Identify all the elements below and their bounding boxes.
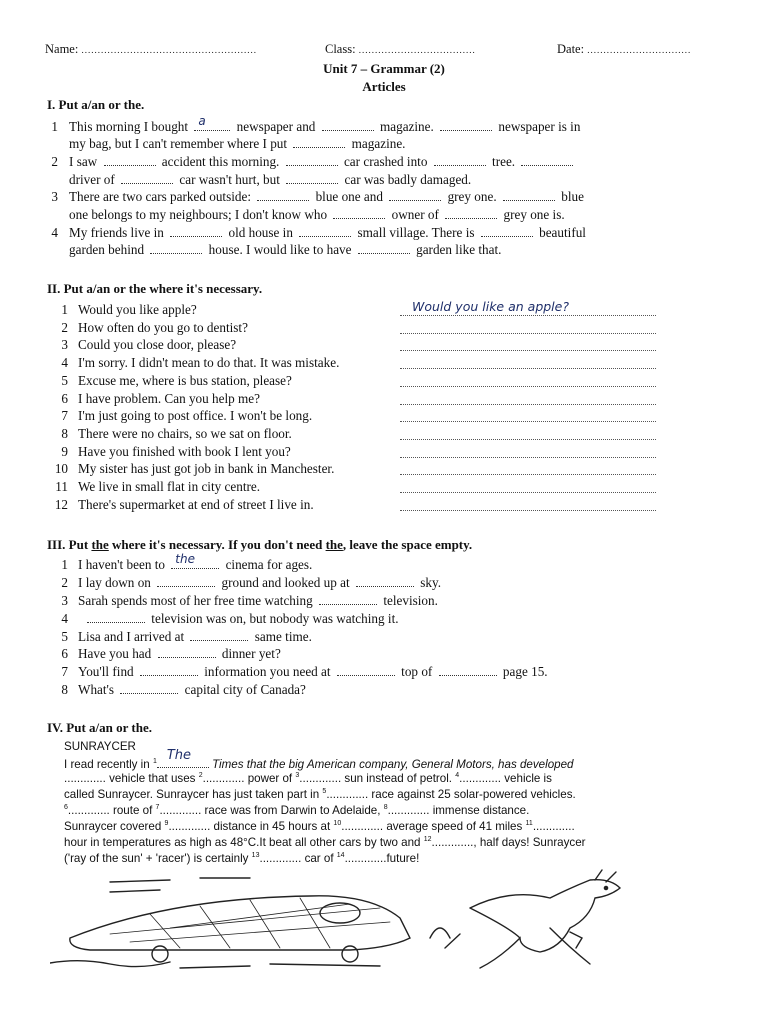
answer-line[interactable] — [400, 360, 656, 369]
section-2-sentence: There's supermarket at end of street I live in. — [78, 497, 314, 512]
section-2-sentence: I have problem. Can you help me? — [78, 391, 261, 406]
answer-blank[interactable] — [157, 576, 215, 587]
story-line: ............. vehicle that uses $^2$............. power of $^3$............. sun instead of petrol. $^4$............. vehicle is — [64, 772, 552, 785]
section-2-sentence: Would you like apple? — [78, 302, 197, 317]
item-number: 4 — [61, 355, 68, 370]
item-number: 4 — [51, 225, 58, 240]
answer-blank[interactable] — [120, 683, 178, 694]
sunraycer-illustration — [50, 868, 640, 988]
answer-blank[interactable] — [322, 120, 374, 131]
answer-blank[interactable] — [293, 137, 345, 148]
section-1-line: one belongs to my neighbours; I don't know who owner of grey one is. — [69, 207, 565, 222]
section-2-sentence: Could you close door, please? — [78, 337, 237, 352]
section-2-sentence: How often do you go to dentist? — [78, 320, 248, 335]
class-field[interactable]: Class: .................................... — [325, 42, 476, 56]
answer-blank[interactable] — [170, 226, 222, 237]
answer-blank[interactable] — [140, 665, 198, 676]
section-2-sentence: We live in small flat in city centre. — [78, 479, 261, 494]
answer-blank[interactable] — [286, 173, 338, 184]
answer-blank[interactable] — [286, 155, 338, 166]
section-1-line: My friends live in old house in small village. There is beautiful — [69, 225, 586, 240]
item-number: 8 — [61, 426, 68, 441]
section-3-line: Have you had dinner yet? — [78, 646, 281, 661]
story-line: Sunraycer covered $^9$............. distance in 45 hours at $^{10}$............. average speed of 41 miles $^{11}$............. — [64, 820, 575, 833]
wheel — [342, 946, 358, 962]
answer-blank[interactable] — [157, 748, 209, 768]
answer-line[interactable] — [400, 413, 656, 422]
speed-lines — [110, 878, 250, 892]
story-title: SUNRAYCER — [64, 740, 136, 753]
section-2-sentence: My sister has just got job in bank in Manchester. — [78, 461, 335, 476]
item-number: 7 — [61, 408, 68, 423]
item-number: 2 — [61, 575, 68, 590]
item-number: 7 — [61, 664, 68, 679]
answer-blank[interactable] — [257, 190, 309, 201]
handwritten-answer: a — [198, 114, 206, 128]
handwritten-example-answer: Would you like an apple? — [412, 299, 569, 314]
answer-line[interactable] — [400, 342, 656, 351]
motion-marks — [430, 928, 582, 948]
answer-line[interactable] — [400, 378, 656, 387]
item-number: 11 — [55, 479, 68, 494]
answer-blank[interactable] — [434, 155, 486, 166]
answer-blank[interactable] — [150, 243, 202, 254]
item-number: 10 — [54, 461, 68, 476]
item-number: 5 — [61, 373, 68, 388]
section-3-heading: III. Put the where it's necessary. If you don't need the, leave the space empty. — [47, 537, 473, 552]
answer-blank[interactable] — [389, 190, 441, 201]
section-2-sentence: I'm sorry. I didn't mean to do that. It was mistake. — [78, 355, 340, 370]
item-number: 2 — [61, 320, 68, 335]
section-3-line: Lisa and I arrived at same time. — [78, 629, 312, 644]
item-number: 9 — [61, 444, 68, 459]
item-number: 4 — [61, 611, 68, 626]
answer-blank[interactable] — [337, 665, 395, 676]
answer-blank[interactable] — [481, 226, 533, 237]
answer-blank[interactable] — [445, 208, 497, 219]
answer-line[interactable] — [400, 484, 656, 493]
story-line: $^6$............. route of $^7$............. race was from Darwin to Adelaide, $^8$............. immense distance. — [64, 804, 530, 817]
kangaroo — [470, 880, 620, 968]
item-number: 2 — [51, 154, 58, 169]
name-field[interactable]: Name: ...................................................... — [45, 42, 257, 56]
story-line: ('ray of the sun' + 'racer') is certainly $^{13}$............. car of $^{14}$.............future! — [64, 852, 420, 865]
section-3-line: Sarah spends most of her free time watching television. — [78, 593, 438, 608]
section-4-heading: IV. Put a/an or the. — [47, 720, 152, 735]
section-2-sentence: Excuse me, where is bus station, please? — [78, 373, 292, 388]
item-number: 1 — [61, 557, 68, 572]
item-number: 1 — [61, 302, 68, 317]
answer-blank[interactable] — [190, 630, 248, 641]
item-number: 3 — [61, 337, 68, 352]
section-3-line: What's capital city of Canada? — [78, 682, 306, 697]
answer-blank[interactable] — [521, 155, 573, 166]
handwritten-answer: the — [175, 552, 195, 566]
story-line: I read recently in $^1$ The Times that the big American company, General Motors, has developed — [64, 748, 574, 771]
page-title: Unit 7 – Grammar (2) — [323, 61, 445, 76]
section-1-line: driver of car wasn't hurt, but car was badly damaged. — [69, 172, 472, 187]
section-3-line: I lay down on ground and looked up at sky. — [78, 575, 442, 590]
item-number: 3 — [51, 189, 58, 204]
date-field[interactable]: Date: ................................ — [557, 42, 692, 56]
answer-blank[interactable] — [440, 120, 492, 131]
answer-blank[interactable] — [299, 226, 351, 237]
solar-panel-grid — [150, 898, 330, 948]
item-number: 3 — [61, 593, 68, 608]
solar-car-body — [70, 896, 410, 950]
section-2-heading: II. Put a/an or the where it's necessary. — [47, 281, 263, 296]
section-1-line: my bag, but I can't remember where I put magazine. — [69, 136, 406, 151]
answer-blank[interactable] — [171, 552, 219, 569]
answer-line[interactable] — [400, 431, 656, 440]
answer-blank[interactable] — [439, 665, 497, 676]
section-1-line: This morning I bought a newspaper and magazine. newspaper is in — [69, 114, 581, 134]
answer-line[interactable] — [400, 325, 656, 334]
section-3-line: television was on, but nobody was watching it. — [84, 611, 399, 627]
answer-blank[interactable] — [87, 612, 145, 623]
item-number: 8 — [61, 682, 68, 697]
item-number: 12 — [54, 497, 68, 512]
answer-line[interactable] — [400, 396, 656, 405]
section-2-sentence: There were no chairs, so we sat on floor. — [78, 426, 292, 441]
answer-blank[interactable] — [503, 190, 555, 201]
answer-blank[interactable] — [121, 173, 173, 184]
answer-blank[interactable] — [356, 576, 414, 587]
story-line: called Sunraycer. Sunraycer has just taken part in $^5$............. race against 25 solar-powered vehicles. — [64, 788, 576, 801]
answer-blank[interactable] — [158, 647, 216, 658]
handwritten-answer: The — [166, 748, 192, 763]
answer-blank[interactable] — [333, 208, 385, 219]
item-number: 1 — [51, 119, 58, 134]
item-number: 6 — [61, 391, 68, 406]
section-3-line: You'll find information you need at top of page 15. — [78, 664, 548, 679]
section-2-sentence: I'm just going to post office. I won't be long. — [78, 408, 313, 423]
answer-blank[interactable] — [358, 243, 410, 254]
answer-line[interactable] — [400, 466, 656, 475]
kangaroo-eye — [604, 886, 607, 889]
item-number: 5 — [61, 629, 68, 644]
section-1-heading: I. Put a/an or the. — [47, 97, 145, 112]
wheel — [152, 946, 168, 962]
section-1-line: I saw accident this morning. car crashed into tree. — [69, 154, 576, 170]
page-subtitle: Articles — [362, 79, 406, 94]
answer-line[interactable] — [400, 449, 656, 458]
answer-blank[interactable] — [194, 114, 230, 131]
answer-blank[interactable] — [104, 155, 156, 166]
answer-blank[interactable] — [319, 594, 377, 605]
item-number: 6 — [61, 646, 68, 661]
section-1-line: garden behind house. I would like to have garden like that. — [69, 242, 502, 257]
solar-panel-grid — [110, 904, 390, 942]
section-1-line: There are two cars parked outside: blue one and grey one. blue — [69, 189, 584, 204]
ground-lines — [50, 961, 380, 968]
answer-line[interactable] — [400, 502, 656, 511]
story-line: hour in temperatures as high as 48°C.It beat all other cars by two and $^{12}$............., half days! Sunraycer — [64, 836, 586, 849]
section-2-sentence: Have you finished with book I lent you? — [78, 444, 291, 459]
header-fields — [45, 42, 708, 58]
section-3-line: I haven't been to the cinema for ages. — [78, 552, 313, 572]
